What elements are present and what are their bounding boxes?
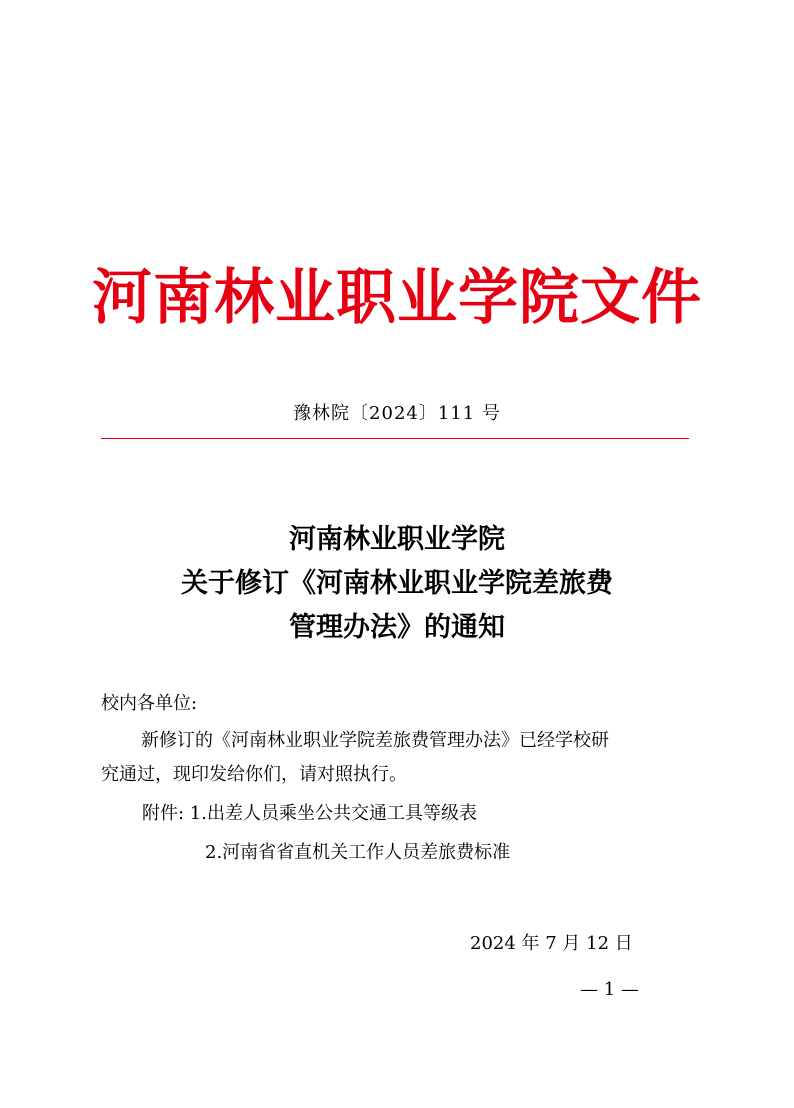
title-line-3: 管理办法》的通知 [289, 612, 505, 643]
red-divider-rule [101, 438, 689, 439]
attachment-item-1: 附件: 1.出差人员乘坐公共交通工具等级表 [142, 803, 477, 824]
issue-date: 2024 年 7 月 12 日 [470, 933, 633, 954]
document-number: 豫林院〔2024〕111 号 [293, 403, 501, 424]
page-number: — 1 — [580, 979, 639, 1000]
title-line-1: 河南林业职业学院 [289, 524, 505, 555]
body-paragraph-line-1: 新修订的《河南林业职业学院差旅费管理办法》已经学校研 [141, 730, 609, 751]
document-masthead: 河南林业职业学院文件 [92, 263, 702, 333]
salutation: 校内各单位: [101, 693, 198, 714]
notice-title [0, 518, 794, 650]
title-line-2: 关于修订《河南林业职业学院差旅费 [181, 568, 613, 599]
attachment-item-2: 2.河南省省直机关工作人员差旅费标准 [205, 842, 511, 863]
body-paragraph-line-2: 究通过，现印发给你们，请对照执行。 [101, 764, 407, 785]
